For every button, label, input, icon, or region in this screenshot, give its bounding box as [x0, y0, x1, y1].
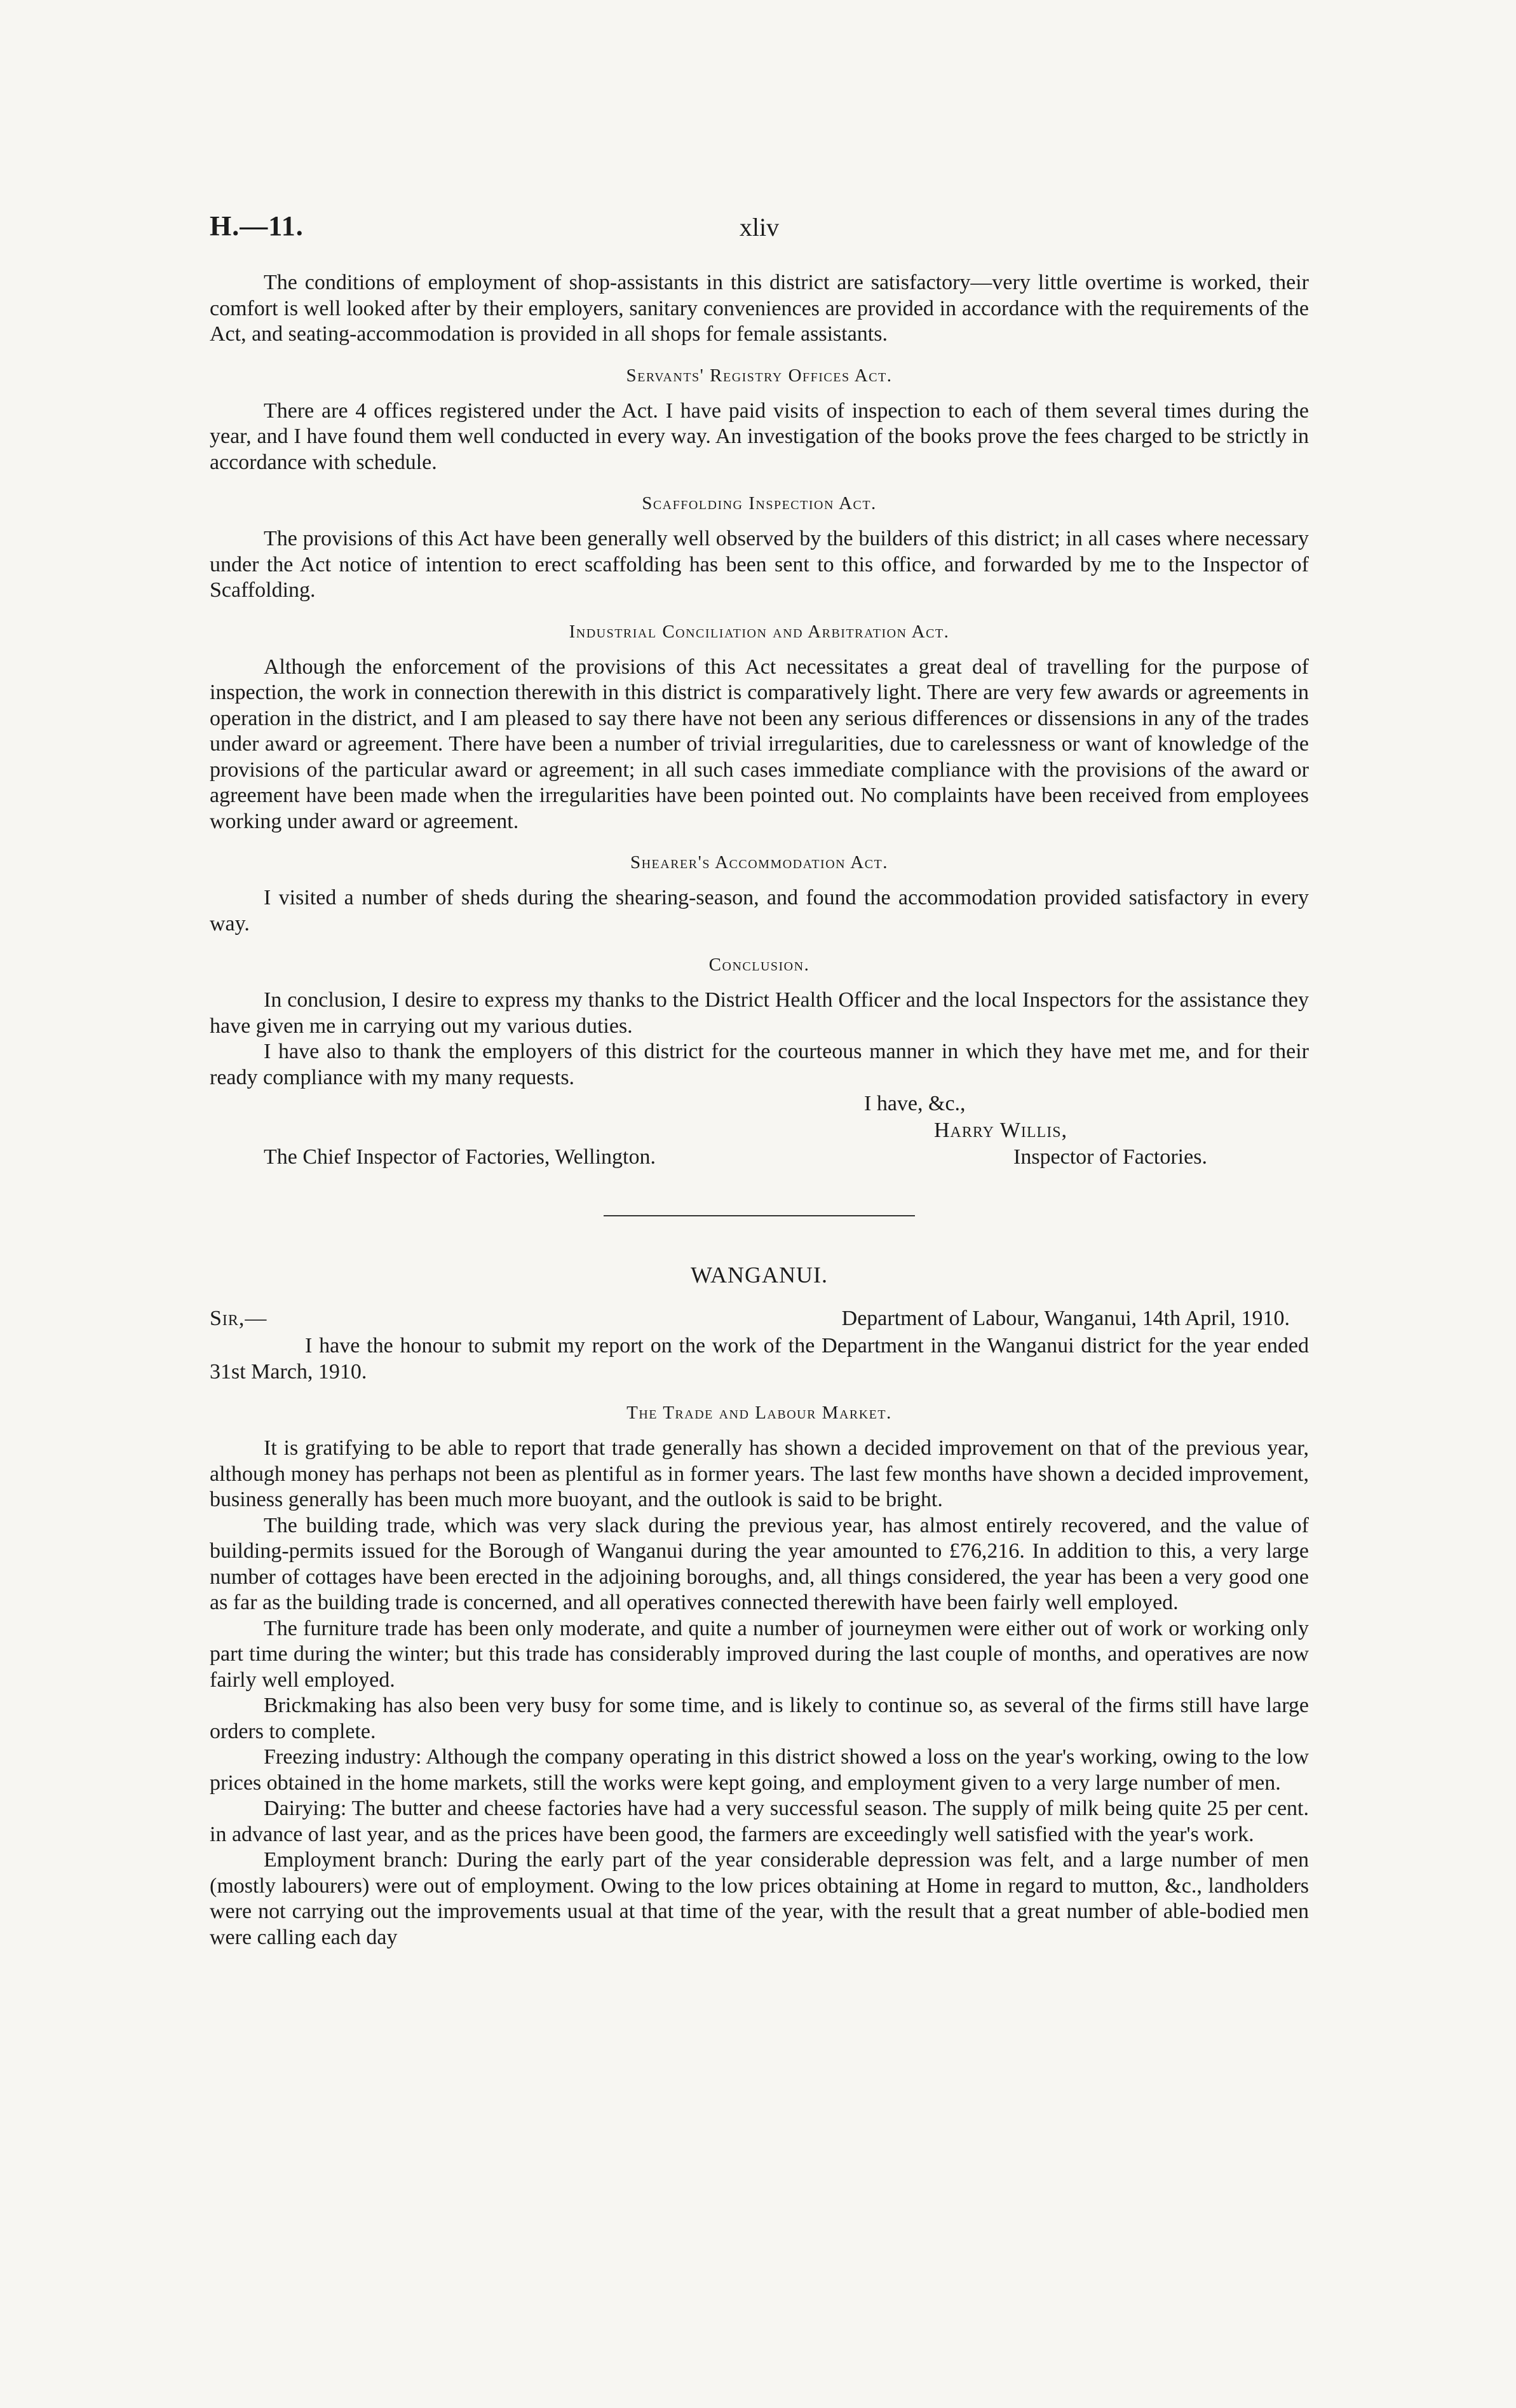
signature-title: Inspector of Factories.	[1013, 1145, 1207, 1169]
paragraph-trade-6: Dairying: The butter and cheese factories have had a very successful season. The supply of milk being quite 25 per cent. in advance of last year, and as the prices have been good, the farmers are exceedingly well satisfied with the year's work.	[210, 1797, 1309, 1846]
wanganui-title: WANGANUI.	[691, 1262, 828, 1288]
paragraph-shop-assistants: The conditions of employment of shop-assistants in this district are satisfactory—very little overtime is worked, their comfort is well looked after by their employers, sanitary conveniences are provided in accordance with the requirements of the Act, and seating-accommodation is provided in all shops for female assistants.	[210, 271, 1309, 346]
paragraph-trade-3: The furniture trade has been only moderate, and quite a number of journeymen were either out of work or working only part time during the winter; but this trade has considerably improved during the last couple of months, and operatives are now fairly well employed.	[210, 1616, 1309, 1692]
heading-conclusion: Conclusion.	[708, 955, 810, 975]
running-header	[210, 210, 1309, 248]
paragraph-trade-2: The building trade, which was very slack during the previous year, has almost entirely recovered, and the value of building-permits issued for the Borough of Wanganui during the year amounted to £76,216. In addition to this, a very large number of cottages have been erected in the adjoining boroughs, and, all things considered, the year has been a very good one as far as the building trade is concerned, and all operatives connected therewith have been fairly well employed.	[210, 1513, 1309, 1614]
document-reference: H.—11.	[210, 210, 304, 241]
paragraph-shearers: I visited a number of sheds during the shearing-season, and found the accommodation provided satisfactory in every way.	[210, 886, 1309, 935]
paragraph-arbitration: Although the enforcement of the provisions of this Act necessitates a great deal of travelling for the purpose of inspection, the work in connection therewith in this district is comparatively light. There are very few awards or agreements in operation in the district, and I am pleased to say there have not been any serious differences or dissensions in any of the trades under award or agreement. There have been a number of trivial irregularities, due to carelessness or want of knowledge of the provisions of the particular award or agreement; in all such cases immediate compliance with the provisions of the award or agreement have been made when the irregularities have been pointed out. No complaints have been received from employees working under award or agreement.	[210, 655, 1309, 833]
salutation: Sir,—	[210, 1307, 267, 1330]
paragraph-wanganui-intro: I have the honour to submit my report on the work of the Department in the Wanganui district for the year ended 31st March, 1910.	[210, 1334, 1309, 1384]
section-divider	[604, 1215, 915, 1216]
paragraph-servants-registry: There are 4 offices registered under the Act. I have paid visits of inspection to each of them several times during the year, and I have found them well conducted in every way. An investigation of the books prove the fees charged to be strictly in accordance with schedule.	[210, 398, 1309, 474]
page-number: xliv	[739, 213, 780, 241]
signature-block	[210, 1091, 1309, 1171]
dateline: Department of Labour, Wanganui, 14th April, 1910.	[841, 1307, 1290, 1330]
paragraph-trade-5: Freezing industry: Although the company operating in this district showed a loss on the year's working, owing to the low prices obtained in the home markets, still the works were kept going, and employment given to a very large number of men.	[210, 1745, 1309, 1795]
paragraph-trade-7: Employment branch: During the early part of the year considerable depression was felt, and a large number of men (mostly labourers) were out of employment. Owing to the low prices obtaining at Home in regard to mutton, &c., landholders were not carrying out the improvements usual at that time of the year, with the result that a great number of able-bodied men were calling each day	[210, 1848, 1309, 1949]
heading-scaffolding: Scaffolding Inspection Act.	[642, 493, 877, 514]
paragraph-scaffolding: The provisions of this Act have been generally well observed by the builders of this district; in all cases where necessary under the Act notice of intention to erect scaffolding has been sent to this office, and forwarded by me to the Inspector of Scaffolding.	[210, 527, 1309, 602]
paragraph-trade-4: Brickmaking has also been very busy for some time, and is likely to continue so, as several of the firms still have large orders to complete.	[210, 1694, 1309, 1743]
heading-shearers: Shearer's Accommodation Act.	[630, 852, 889, 873]
paragraph-conclusion-1: In conclusion, I desire to express my thanks to the District Health Officer and the local Inspectors for the assistance they have given me in carrying out my various duties.	[210, 988, 1309, 1038]
signature-closing: I have, &c.,	[864, 1092, 966, 1115]
heading-servants-registry: Servants' Registry Offices Act.	[626, 365, 893, 386]
signature-name: Harry Willis,	[934, 1119, 1068, 1142]
heading-trade-labour: The Trade and Labour Market.	[626, 1403, 892, 1423]
heading-arbitration: Industrial Conciliation and Arbitration Act.	[569, 621, 950, 642]
paragraph-conclusion-2: I have also to thank the employers of this district for the courteous manner in which they have met me, and for their ready compliance with my many requests.	[210, 1040, 1309, 1089]
paragraph-trade-1: It is gratifying to be able to report that trade generally has shown a decided improvement on that of the previous year, although money has perhaps not been as plentiful as in former years. The last few months have shown a decided improvement, business generally has been much more buoyant, and the outlook is said to be bright.	[210, 1436, 1309, 1511]
signature-addressee: The Chief Inspector of Factories, Wellington.	[264, 1145, 656, 1169]
report-body	[210, 270, 1309, 1950]
salutation-line	[210, 1305, 1309, 1333]
